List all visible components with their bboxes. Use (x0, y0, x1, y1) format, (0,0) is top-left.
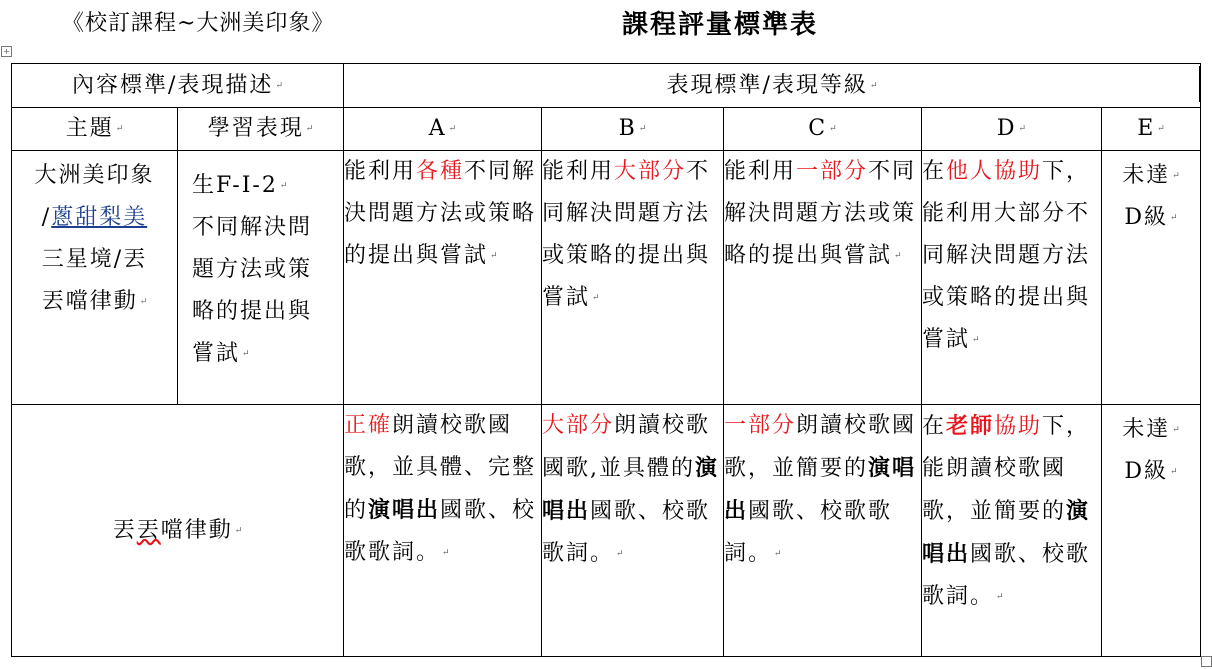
table-row (12, 151, 1201, 405)
topic-link[interactable]: 蔥甜梨美 (51, 205, 148, 230)
spelling-error-word[interactable]: 丟 (136, 517, 161, 543)
grade-d-header: D ↵ (922, 108, 1102, 151)
row2-grade-b-cell: 大部分朗讀校歌國歌,並具體的演唱出國歌、校歌歌詞。 ↵ (542, 405, 724, 657)
grade-c-header: C ↵ (724, 108, 922, 151)
row1-learning-performance-cell: 生F-I-2 ↵ 不同解決問 題方法或策 略的提出與 嘗試 ↵ (178, 151, 344, 405)
row1-grade-a-cell: 能利用各種不同解決問題方法或策略的提出與嘗試 ↵ (344, 151, 542, 405)
grade-e-header: E ↵ (1102, 108, 1201, 151)
row2-grade-d-cell: 在老師協助下，能朗讀校歌國歌，並簡要的演唱出國歌、校歌歌詞。 ↵ (922, 405, 1102, 657)
grade-b-header: B ↵ (542, 108, 724, 151)
header-row-2 (12, 108, 1201, 151)
topic-header: 主題 ↵ (12, 108, 178, 151)
rubric-table (11, 63, 1201, 657)
row1-topic-cell: 大洲美印象 /蔥甜梨美 三星境/丟 丟噹律動 ↵ (12, 151, 178, 405)
header-row-1 (12, 64, 1201, 108)
row2-topic-cell: 丟丟噹律動 ↵ (12, 405, 344, 657)
row2-grade-a-cell: 正確朗讀校歌國歌，並具體、完整的演唱出國歌、校歌歌詞。 ↵ (344, 405, 542, 657)
document-subtitle: 《校訂課程~大洲美印象》 (62, 11, 335, 36)
row1-grade-b-cell: 能利用大部分不同解決問題方法或策略的提出與嘗試 ↵ (542, 151, 724, 405)
grade-a-header: A ↵ (344, 108, 542, 151)
document-title: 課程評量標準表 (622, 10, 819, 40)
row1-grade-e-cell: 未達 ↵ D級 ↵ (1102, 151, 1201, 405)
table-resize-handle-icon[interactable] (1201, 656, 1212, 667)
performance-standard-header: 表現標準/表現等級 ↵ (344, 64, 1201, 108)
table-row (12, 405, 1201, 657)
row2-grade-c-cell: 一部分朗讀校歌國歌，並簡要的演唱出國歌、校歌歌詞。 ↵ (724, 405, 922, 657)
row1-grade-d-cell: 在他人協助下，能利用大部分不同解決問題方法或策略的提出與嘗試 ↵ (922, 151, 1102, 405)
row2-grade-e-cell: 未達 ↵ D級 ↵ (1102, 405, 1201, 657)
row1-grade-c-cell: 能利用一部分不同解決問題方法或策略的提出與嘗試 ↵ (724, 151, 922, 405)
table-move-handle-icon[interactable]: + (1, 46, 12, 57)
learning-performance-header: 學習表現 ↵ (178, 108, 344, 151)
content-standard-header: 內容標準/表現描述 ↵ (12, 64, 344, 108)
